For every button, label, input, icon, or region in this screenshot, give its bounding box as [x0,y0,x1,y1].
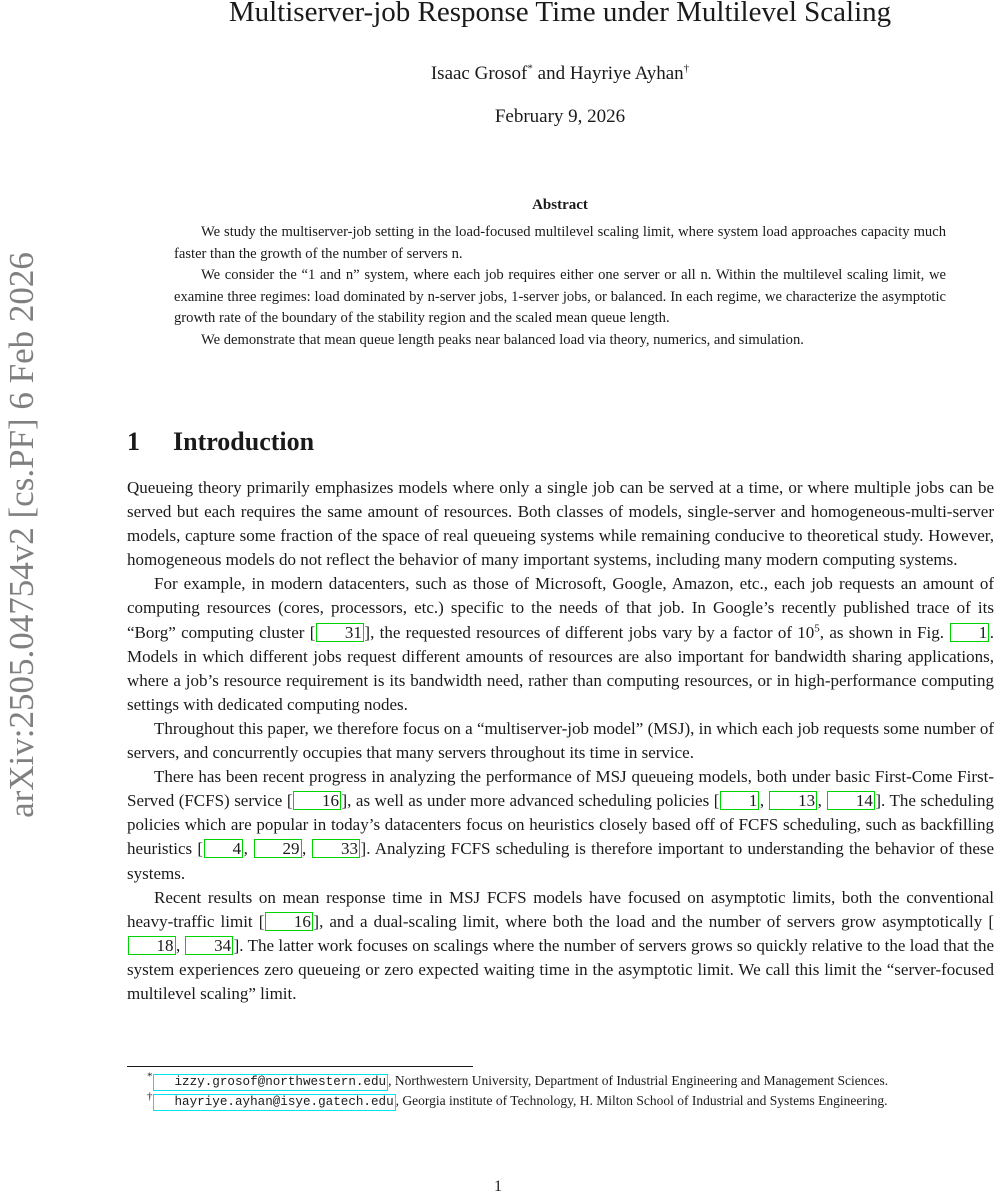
body-text: Recent results on mean response time in MSJ FCFS models have focused on asymptotic limits, both the conventional heavy-traffic limit [127,887,994,931]
footnote-text: , Georgia institute of Technology, H. Milton School of Industrial and Systems Engineering. [395,1093,888,1108]
abstract-body [174,222,946,352]
citation-link[interactable]: 16 [265,912,313,931]
email-link[interactable]: hayriye.ayhan@isye.gatech.edu [153,1094,396,1111]
body-text: . Analyzing FCFS scheduling is therefore important to understanding the behavior of these systems. [127,839,995,883]
abstract-paragraph: We demonstrate that mean queue length peaks near balanced load via theory, numerics, and simulation. [201,331,804,348]
body-text: For example, in modern datacenters, such as those of Microsoft, Google, Amazon, etc., each job requests an amount of computing resources (cores, processors, etc.) specific to the needs of that job. In Google’s recently published trace of its “Borg” computing cluster [127,574,994,642]
section-heading [127,424,314,460]
figure-link[interactable]: 1 [950,623,990,642]
body-text: . The scheduling policies which are popular in today’s datacenters focus on heuristics closely based off of FCFS scheduling, such as backfilling heuristics [127,791,995,859]
abstract-paragraph: We study the multiserver-job setting in the load-focused multilevel scaling limit, where system load approaches capacity much faster than the growth of the number of servers n. [174,224,946,262]
footnote [127,1071,994,1091]
abstract-paragraph: We consider the “1 and n” system, where each job requires either one server or all n. Within the multilevel scaling limit, we examine three regimes: load dominated by n-server jobs, 1-server jobs, or balanced. In each regime, we characterize the asymptotic growth rate of the boundary of the stability region and the scaled mean queue length. [174,267,946,327]
citation-link[interactable]: 14 [827,791,875,810]
citation-link[interactable]: 4 [204,839,244,858]
citation-link[interactable]: 33 [312,839,360,858]
email-link[interactable]: izzy.grosof@northwestern.edu [153,1074,389,1091]
citation-link[interactable]: 13 [769,791,817,810]
body-paragraph: For example, in modern datacenters, such as those of Microsoft, Google, Amazon, etc., each job requests an amount of computing resources (cores, processors, etc.) specific to the needs of that job. In Google’s recently published trace of its “Borg” computing cluster [ 31 ], the requested resources of different jobs vary by a factor of $10^5$, as shown in Fig. 1 . Models in which different jobs request different amounts of resources are also important for bandwidth sharing applications, where a job’s resource requirement is its bandwidth need, rather than computing resources, or in high-performance computing settings with dedicated computing nodes. [127,574,994,714]
body-paragraph: There has been recent progress in analyzing the performance of MSJ queueing models, both under basic First-Come First-Served (FCFS) service [ 16 ], as well as under more advanced scheduling policies [ 1 , 13 , 14 ]. The scheduling policies which are popular in today’s datacenters focus on heuristics closely based off of FCFS scheduling, such as backfilling heuristics [ 4 , 29 , 33 ]. Analyzing FCFS scheduling is therefore important to understanding the behavior of these systems. [127,767,995,883]
body-text: , and a dual-scaling limit, where both the load and the number of servers grow asymptotically [319,911,989,931]
body-paragraph: Recent results on mean response time in MSJ FCFS models have focused on asymptotic limits, both the conventional heavy-traffic limit [ 16 ], and a dual-scaling limit, where both the load and the number of servers grow asymptotically [18 , 34 ]. The latter work focuses on scalings where the number of servers grows so quickly relative to the load that the system experiences zero queueing or zero expected waiting time in the asymptotic limit. We call this limit the “server-focused multilevel scaling” limit. [127,887,994,1003]
footnote-divider [127,1066,473,1067]
arxiv-identifier: arXiv:2505.04754v2 [cs.PF] 6 Feb 2026 [2,252,41,818]
author-list [130,60,990,88]
author-separator: and [532,63,570,84]
citation-link[interactable]: 16 [293,791,341,810]
section-title: Introduction [173,427,315,456]
citation-link[interactable]: 1 [720,791,760,810]
body-text: , the requested resources of different jobs vary by a factor of 10 [370,622,815,642]
citation-link[interactable]: 29 [254,839,302,858]
body-text: There has been recent progress in analyzing the performance of MSJ queueing models, both under basic First-Come First-Served (FCFS) service [127,767,994,811]
citation-link[interactable]: 18 [128,936,176,955]
body-text: , as well as under more advanced scheduling policies [347,791,714,811]
body-paragraph: Throughout this paper, we therefore focus on a “multiserver-job model” (MSJ), in which each job requests some number of servers, and concurrently occupies that many servers throughout its time in service. [127,718,994,763]
body-text: , as shown in Fig. [819,622,950,642]
paper-title: Multiserver-job Response Time under Multilevel Scaling [228,0,892,28]
citation-link[interactable]: 31 [316,623,364,642]
footnote-mark[interactable]: † [683,62,690,75]
introduction-body [127,476,994,1006]
footnotes [127,1071,994,1111]
paper-date: February 9, 2026 [494,106,626,127]
abstract-heading: Abstract [532,197,588,213]
footnote-mark: * [147,1070,153,1083]
footnote [127,1091,994,1111]
exponent: 5 [814,621,820,634]
author-name: Hayriye Ayhan [569,63,684,84]
footnote-mark: † [147,1090,153,1103]
page-number: 1 [494,1178,502,1195]
footnote-mark[interactable]: * [527,62,533,75]
author-name: Isaac Grosof [430,63,528,84]
body-text: . Models in which different jobs request different amounts of resources are also important for bandwidth sharing applications, where a job’s resource requirement is its bandwidth need, rather than computing resources, or in high-performance computing settings with dedicated computing nodes. [127,622,994,714]
body-paragraph: Queueing theory primarily emphasizes models where only a single job can be served at a time, or where multiple jobs can be served but each requires the same amount of resources. Both classes of models, single-server and homogeneous-multi-server models, capture some fraction of the space of real queueing systems while remaining conducive to theoretical study. However, homogeneous models do not reflect the behavior of many important systems, including many modern computing systems. [127,478,994,570]
footnote-text: , Northwestern University, Department of Industrial Engineering and Management Sciences. [388,1073,889,1088]
body-text: . The latter work focuses on scalings where the number of servers grows so quickly relative to the load that the system experiences zero queueing or zero expected waiting time in the asymptotic limit. We call this limit the “server-focused multilevel scaling” limit. [127,935,994,1003]
section-number: 1 [127,427,140,456]
citation-link[interactable]: 34 [185,936,233,955]
